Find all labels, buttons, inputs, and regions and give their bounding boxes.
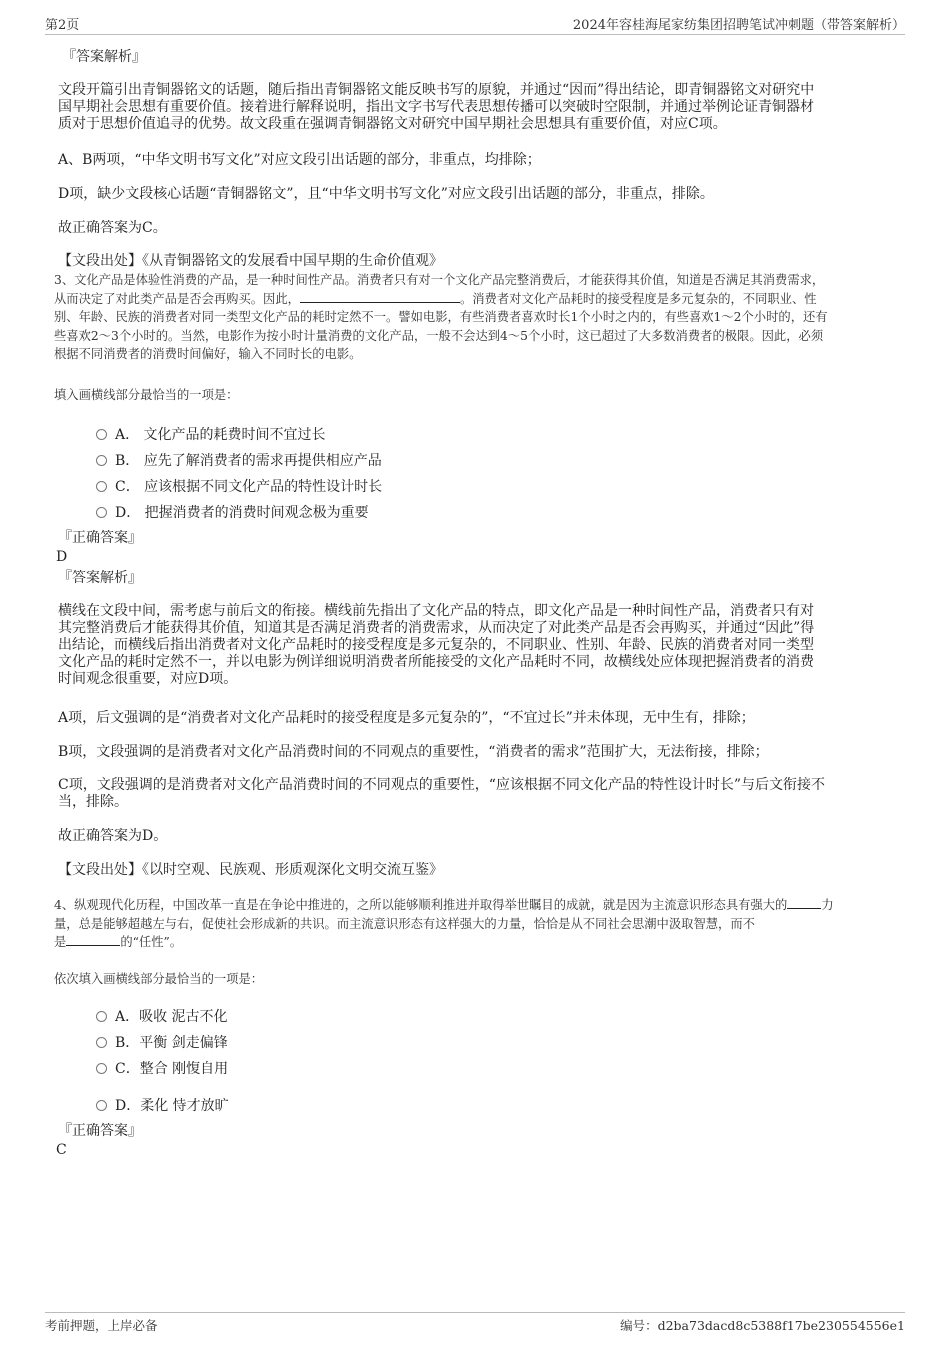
radio-icon[interactable]	[96, 481, 107, 492]
page-footer	[45, 1312, 905, 1337]
analysis-ab: A、B两项，“中华文明书写文化”对应文段引出话题的部分，非重点，均排除；	[58, 152, 541, 168]
stem-line: 根据不同消费者的消费时间偏好，输入不同时长的电影。	[54, 347, 362, 361]
analysis-line: 时间观念很重要，对应D项。	[58, 671, 238, 687]
stem-line: 3、文化产品是体验性消费的产品，是一种时间性产品。消费者只有对一个文化产品完整消费后，才能获得其价值，知道是否满足其消费需求，	[54, 273, 825, 287]
question-4-prompt: 依次填入画横线部分最恰当的一项是：	[54, 972, 264, 986]
analysis-conclusion: 故正确答案为D。	[58, 828, 168, 844]
analysis-line: 文段开篇引出青铜器铭文的话题，随后指出青铜器铭文能反映书写的原貌，并通过“因而”得出结论，即青铜器铭文对研究中	[58, 82, 815, 98]
correct-answer-label: 『正确答案』	[58, 1123, 142, 1139]
analysis-line: 国早期社会思想有重要价值。接着进行解释说明，指出文字书写代表思想传播可以突破时空限制，并通过举例论证青铜器材	[58, 99, 814, 115]
analysis-line: 质对于思想价值追寻的优势。故文段重在强调青铜器铭文对研究中国早期社会思想具有重要价值，对应C项。	[58, 116, 727, 132]
analysis-b: B项，文段强调的是消费者对文化产品消费时间的不同观点的重要性，“消费者的需求”范围扩大，无法衔接，排除；	[58, 744, 769, 760]
analysis-line: 当，排除。	[58, 794, 128, 810]
analysis-text	[58, 603, 814, 688]
fill-blank	[300, 290, 460, 303]
analysis-text	[58, 82, 814, 133]
stem-line: 量，总是能够超越左与右，促使社会形成新的共识。而主流意识形态有这样强大的力量，恰恰是从不同社会思潮中汲取智慧，而不	[54, 916, 755, 931]
option-a[interactable]: A．吸收 泥古不化	[96, 1006, 228, 1026]
correct-answer: D	[56, 549, 68, 565]
fill-blank	[66, 933, 120, 946]
analysis-label: 『答案解析』	[58, 570, 142, 586]
radio-icon[interactable]	[96, 1037, 107, 1048]
page-header	[45, 14, 905, 35]
analysis-line: C项，文段强调的是消费者对文化产品消费时间的不同观点的重要性，“应该根据不同文化产品的特性设计时长”与后文衔接不	[58, 777, 826, 793]
stem-line: 是 的“任性”。	[54, 935, 183, 949]
stem-line: 4、纵观现代化历程，中国改革一直是在争论中推进的，之所以能够顺利推进并取得举世瞩目的成就，就是因为主流意识形态具有强大的 力	[54, 898, 834, 912]
stem-line: 些喜欢2～3个小时的。当然，电影作为按小时计量消费的文化产品，一般不会达到4～5个小时，这已超过了大多数消费者的极限。因此，必须	[54, 328, 824, 343]
analysis-conclusion: 故正确答案为C。	[58, 220, 167, 236]
analysis-line: 其完整消费后才能获得其价值，知道其是否满足消费者的消费需求，从而决定了对此类产品是否会再购买，并通过“因此”得	[58, 620, 815, 636]
option-b[interactable]: B．平衡 剑走偏锋	[96, 1032, 228, 1052]
radio-icon[interactable]	[96, 507, 107, 518]
passage-source: 【文段出处】《从青铜器铭文的发展看中国早期的生命价值观》	[58, 253, 443, 269]
fill-blank	[787, 896, 821, 909]
analysis-line: 横线在文段中间，需考虑与前后文的衔接。横线前先指出了文化产品的特点，即文化产品是一种时间性产品，消费者只有对	[58, 603, 814, 619]
question-4-stem	[54, 896, 904, 952]
page-number: 第2页	[45, 18, 80, 33]
passage-source: 【文段出处】《以时空观、民族观、形质观深化文明交流互鉴》	[58, 862, 443, 878]
analysis-line: 出结论，而横线后指出消费者对文化产品耗时的接受程度是多元复杂的，不同职业、性别、年龄、民族的消费者对同一类型	[58, 637, 814, 653]
option-c[interactable]: C． 应该根据不同文化产品的特性设计时长	[96, 476, 382, 496]
option-c[interactable]: C．整合 刚愎自用	[96, 1058, 228, 1078]
analysis-label: 『答案解析』	[62, 49, 146, 65]
option-d[interactable]: D．柔化 恃才放旷	[96, 1095, 229, 1115]
option-d[interactable]: D． 把握消费者的消费时间观念极为重要	[96, 502, 369, 522]
analysis-line: 文化产品的耗时定然不一，并以电影为例详细说明消费者所能接受的文化产品耗时不同，故横线处应体现把握消费者的消费	[58, 654, 814, 670]
radio-icon[interactable]	[96, 1063, 107, 1074]
radio-icon[interactable]	[96, 455, 107, 466]
question-3-stem	[54, 271, 904, 364]
option-b[interactable]: B． 应先了解消费者的需求再提供相应产品	[96, 450, 382, 470]
radio-icon[interactable]	[96, 429, 107, 440]
stem-line: 别、年龄、民族的消费者对同一类型文化产品的耗时定然不一。譬如电影，有些消费者喜欢时长1个小时之内的，有些喜欢1～2个小时的，还有	[54, 310, 828, 324]
analysis-d: D项，缺少文段核心话题“青铜器铭文”，且“中华文明书写文化”对应文段引出话题的部分，非重点，排除。	[58, 186, 714, 202]
analysis-a: A项，后文强调的是“消费者对文化产品耗时的接受程度是多元复杂的”，“不宜过长”并未体现，无中生有，排除；	[58, 710, 755, 726]
footer-slogan: 考前押题，上岸必备	[45, 1318, 158, 1333]
stem-line: 从而决定了对此类产品是否会再购买。因此， 。消费者对文化产品耗时的接受程度是多元复杂的，不同职业、性	[54, 291, 817, 306]
radio-icon[interactable]	[96, 1011, 107, 1022]
document-title: 2024年容桂海尾家纺集团招聘笔试冲刺题（带答案解析）	[572, 18, 905, 33]
analysis-c	[58, 777, 825, 811]
correct-answer-label: 『正确答案』	[58, 530, 142, 546]
question-3-prompt: 填入画横线部分最恰当的一项是：	[54, 388, 239, 402]
option-a[interactable]: A． 文化产品的耗费时间不宜过长	[96, 424, 326, 444]
document-code: 编号：d2ba73dacd8c5388f17be230554556e1	[620, 1318, 905, 1333]
radio-icon[interactable]	[96, 1100, 107, 1111]
correct-answer: C	[56, 1142, 67, 1158]
